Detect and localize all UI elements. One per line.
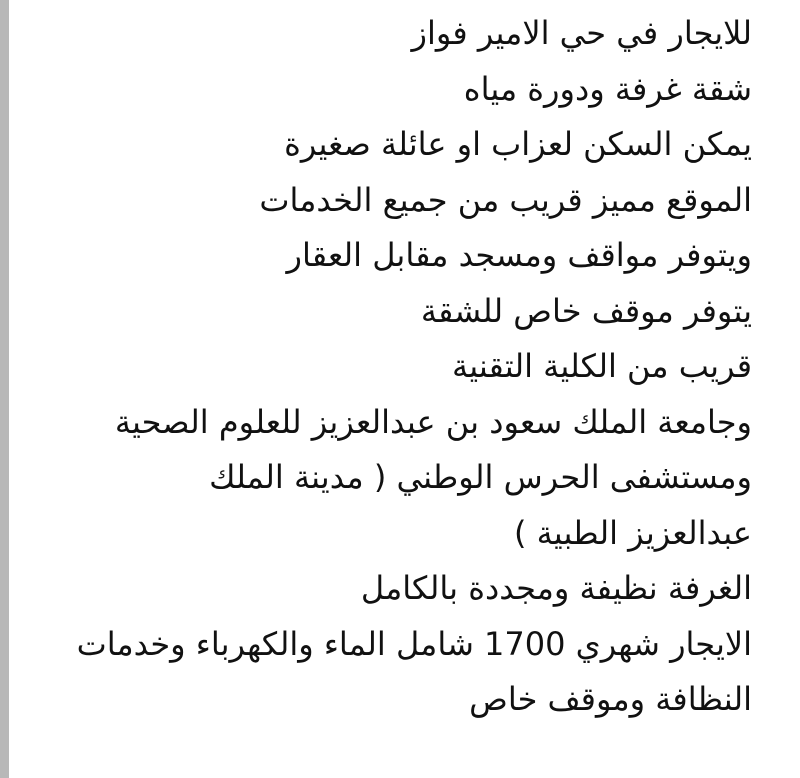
text-line: ومستشفى الحرس الوطني ( مدينة الملك — [209, 458, 752, 496]
text-line: النظافة وموقف خاص — [469, 680, 752, 718]
text-line: عبدالعزيز الطبية ) — [513, 513, 752, 552]
text-line: وجامعة الملك سعود بن عبدالعزيز للعلوم الصحية — [114, 402, 752, 441]
text-line: الغرفة نظيفة ومجددة بالكامل — [360, 569, 752, 607]
text-line: الايجار شهري 1700 شامل الماء والكهرباء وخدمات — [76, 624, 752, 663]
text-line: الموقع مميز قريب من جميع الخدمات — [259, 180, 752, 219]
left-border-bar — [0, 0, 9, 778]
text-line: ويتوفر مواقف ومسجد مقابل العقار — [286, 236, 752, 274]
text-line: قريب من الكلية التقنية — [452, 347, 752, 385]
text-line: شقة غرفة ودورة مياه — [463, 69, 752, 108]
text-line: للايجار في حي الامير فواز — [411, 14, 752, 52]
listing-text — [20, 6, 752, 728]
text-line: يمكن السكن لعزاب او عائلة صغيرة — [284, 125, 752, 163]
text-line: يتوفر موقف خاص للشقة — [420, 291, 752, 330]
